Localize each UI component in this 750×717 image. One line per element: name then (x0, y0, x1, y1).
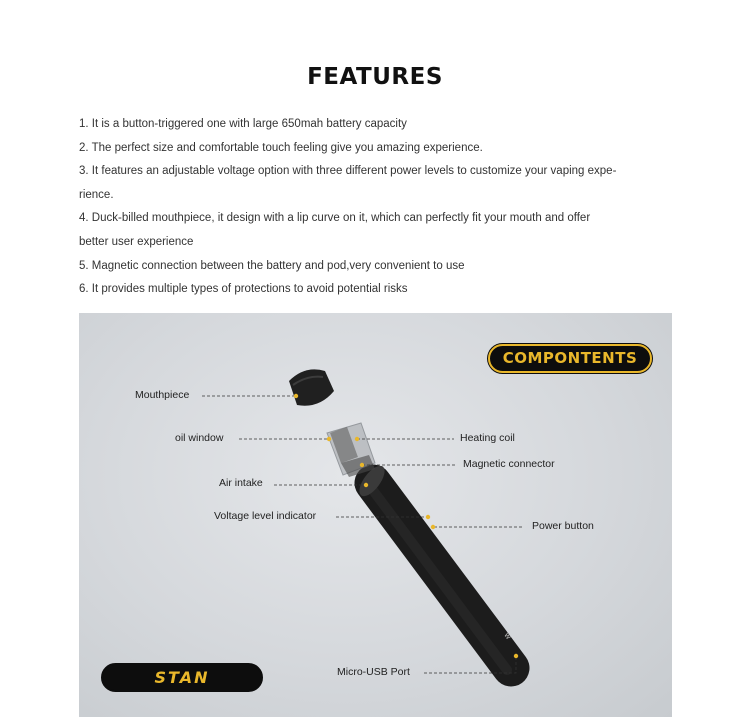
label-micro-usb-port: Micro-USB Port (337, 666, 410, 678)
svg-text:W: W (502, 631, 512, 641)
device-illustration (79, 313, 672, 717)
label-voltage-level-indicator: Voltage level indicator (214, 510, 317, 522)
components-badge: COMPONTENTS (488, 344, 652, 373)
pod (327, 423, 375, 477)
feature-line: 6. It provides multiple types of protections to avoid potential risks (79, 283, 408, 296)
components-diagram (79, 313, 672, 717)
feature-line: better user experience (79, 235, 194, 248)
feature-line: 2. The perfect size and comfortable touch feeling give you amazing experience. (79, 141, 483, 154)
label-oil-window: oil window (175, 432, 224, 444)
page-title: FEATURES (307, 64, 443, 90)
model-badge: STAN (101, 663, 263, 692)
feature-line: 5. Magnetic connection between the battery and pod,very convenient to use (79, 259, 465, 272)
feature-line: 3. It features an adjustable voltage option with three different power levels to customize your vaping expe- (79, 165, 617, 178)
label-mouthpiece: Mouthpiece (135, 389, 190, 401)
label-heating-coil: Heating coil (460, 432, 515, 444)
battery-tube (355, 462, 512, 670)
feature-line: rience. (79, 188, 114, 201)
label-air-intake: Air intake (219, 477, 263, 489)
mouthpiece-cap (289, 369, 334, 405)
label-magnetic-connector: Magnetic connector (463, 458, 555, 470)
feature-line: 1. It is a button-triggered one with large 650mah battery capacity (79, 118, 407, 130)
feature-line: 4. Duck-billed mouthpiece, it design with a lip curve on it, which can perfectly fit your mouth and offer (79, 212, 591, 225)
label-power-button: Power button (532, 520, 594, 532)
features-list (79, 113, 679, 302)
